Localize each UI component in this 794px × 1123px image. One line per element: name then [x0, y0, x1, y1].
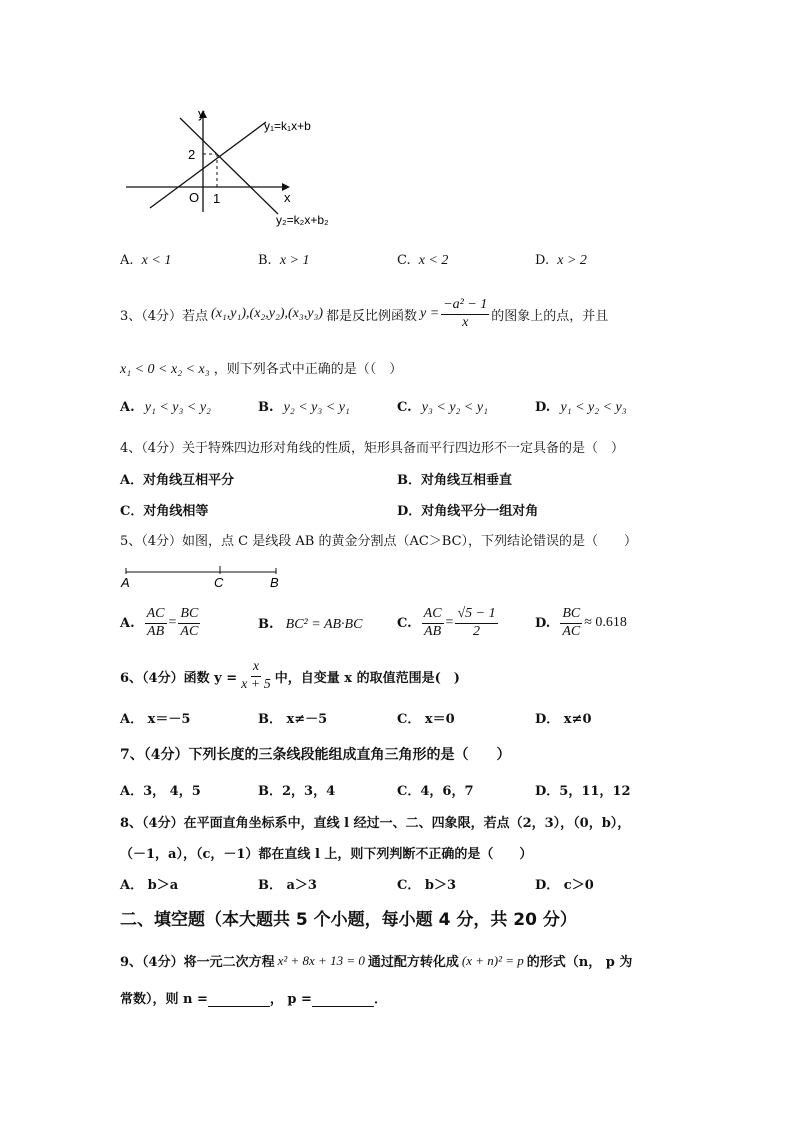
q8-option-a[interactable]: A． b＞a: [120, 878, 179, 893]
option-math: BC² = AB·BC: [285, 617, 363, 632]
q8-stem-line1: 8、（4分）在平面直角坐标系中，直线 l 经过一、二、四象限，若点（2，3），（0，b），: [120, 816, 631, 831]
fraction-ac-ab: [145, 607, 167, 639]
linear-functions-graph: [118, 102, 348, 232]
q9-line2-a: 常数），则 n =: [120, 992, 208, 1007]
numerator: AC: [145, 607, 167, 624]
q9-equation: x² + 8x + 13 = 0: [277, 952, 365, 968]
q5-option-b[interactable]: [258, 617, 362, 633]
numerator: BC: [560, 607, 582, 624]
numerator: BC: [178, 607, 200, 624]
option-math: x < 2: [418, 253, 449, 268]
q3-points: (x₁,y₁),(x₂,y₂),(x₃,y₃): [211, 306, 324, 322]
denominator: x + 5: [241, 676, 271, 692]
q9-mid: 通过配方转化成: [367, 955, 459, 970]
q7-option-d[interactable]: D．5，11，12: [535, 784, 631, 799]
q9-stem: [120, 951, 632, 970]
option-letter: C.: [397, 615, 412, 631]
q4-option-c[interactable]: C．对角线相等: [120, 504, 209, 519]
fraction-ac-ab: [422, 607, 444, 639]
option-letter: A.: [120, 615, 135, 631]
q5-option-c[interactable]: [397, 607, 500, 639]
numerator: x: [251, 660, 261, 677]
q2-option-a[interactable]: [120, 253, 171, 269]
q4-stem: 4、（4分）关于特殊四边形对角线的性质，矩形具备而平行四边形不一定具备的是（ ）: [120, 441, 625, 456]
fraction-sqrt5-minus-1-over-2: [455, 607, 497, 639]
x-tick-label: 1: [213, 191, 221, 206]
q2-option-b[interactable]: [258, 253, 310, 269]
q8-option-d[interactable]: D． c＞0: [535, 878, 594, 893]
option-letter: D.: [535, 615, 551, 631]
option-letter: B.: [258, 617, 274, 632]
q4-option-b[interactable]: B．对角线互相垂直: [397, 473, 512, 488]
q3-stem: [120, 298, 608, 330]
option-math: x < 1: [141, 253, 172, 268]
numerator: √5 − 1: [455, 607, 497, 624]
denominator: AC: [180, 623, 199, 639]
q3-prefix: 3、（4分）若点: [120, 308, 209, 324]
option-math: y₁ < y₂ < y₃: [560, 400, 627, 415]
fraction-bc-ac: [178, 607, 200, 639]
q3-option-d[interactable]: [535, 400, 627, 416]
section-heading-fill-in: 二、填空题（本大题共 5 个小题，每小题 4 分，共 20 分）: [120, 910, 577, 930]
option-letter: A.: [120, 253, 134, 268]
equals-sign: =: [168, 615, 177, 631]
option-math: y₃ < y₂ < y₁: [421, 400, 488, 415]
option-letter: C.: [397, 400, 412, 415]
q3-stem-line2: [120, 358, 402, 378]
q3-question: ，则下列各式中正确的是（（ ）: [213, 362, 403, 377]
q3-func-fraction: [441, 298, 489, 330]
q6-option-c[interactable]: C． x＝0: [397, 712, 455, 727]
q9-line2-c: ．: [373, 992, 387, 1007]
q5-option-a[interactable]: [120, 607, 202, 639]
q9-line2-b: ， p =: [269, 992, 312, 1007]
q6-fraction: [239, 660, 273, 692]
q3-option-c[interactable]: [397, 400, 488, 416]
q3-condition: x₁ < 0 < x₂ < x₃: [120, 362, 210, 377]
y-tick-label: 2: [188, 147, 196, 162]
point-b-label: B: [270, 575, 279, 590]
q3-option-a[interactable]: [120, 400, 211, 416]
q2-option-c[interactable]: [397, 253, 448, 269]
q7-option-b[interactable]: B．2，3，4: [258, 784, 336, 799]
q9-answer-line: [120, 988, 387, 1007]
q4-option-a[interactable]: A．对角线互相平分: [120, 473, 235, 488]
denominator: 2: [473, 623, 481, 639]
q6-option-b[interactable]: B． x≠－5: [258, 712, 328, 727]
option-math: x > 1: [279, 253, 310, 268]
q3-option-b[interactable]: [258, 400, 350, 416]
q7-option-c[interactable]: C．4，6，7: [397, 784, 474, 799]
denominator: AB: [147, 623, 165, 639]
q6-tail: 中，自变量 x 的取值范围是( ): [274, 670, 460, 686]
answer-blank-p[interactable]: [312, 994, 374, 1007]
denominator: AC: [562, 623, 581, 639]
q3-func-denominator: x: [462, 314, 469, 330]
point-a-label: A: [121, 575, 130, 590]
point-c-label: C: [214, 575, 224, 590]
option-math: y₁ < y₃ < y₂: [144, 400, 211, 415]
option-letter: D.: [535, 400, 551, 415]
line2-label: y₂=k₂x+b₂: [276, 213, 329, 227]
origin-label: O: [189, 190, 200, 205]
q3-func-lhs: y =: [420, 306, 440, 322]
q6-stem: [120, 660, 460, 692]
denominator: AB: [424, 623, 442, 639]
equals-sign: =: [445, 615, 454, 631]
q8-option-b[interactable]: B． a＞3: [258, 878, 317, 893]
q9-prefix: 9、（4分）将一元二次方程: [120, 955, 275, 970]
line1-label: y₁=k₁x+b: [264, 119, 311, 133]
option-letter: C.: [397, 253, 411, 268]
option-letter: D.: [535, 253, 550, 268]
q7-stem: 7、（4分）下列长度的三条线段能组成直角三角形的是（ ）: [120, 747, 511, 763]
x-axis-label: x: [284, 190, 291, 205]
line-y1: [150, 122, 266, 208]
q8-option-c[interactable]: C． b＞3: [397, 878, 457, 893]
q5-stem: 5、（4分）如图，点 C 是线段 AB 的黄金分割点（AC＞BC），下列结论错误的是（ ）: [120, 534, 638, 549]
y-axis-label: y: [198, 106, 205, 121]
q8-stem-line2: （－1，a），（c，－1）都在直线 l 上，则下列判断不正确的是（ ）: [120, 847, 533, 862]
q3-mid: 都是反比例函数: [326, 308, 418, 324]
q6-option-a[interactable]: A． x＝－5: [120, 712, 191, 727]
q3-func-numerator: −a² − 1: [441, 298, 489, 315]
q4-option-d[interactable]: D．对角线平分一组对角: [397, 504, 539, 519]
option-math: y₂ < y₃ < y₁: [283, 400, 350, 415]
option-letter: A.: [120, 400, 135, 415]
fraction-bc-ac: [560, 607, 582, 639]
q6-prefix: 6、（4分）函数 y =: [120, 670, 238, 686]
q6-option-d[interactable]: D． x≠0: [535, 712, 592, 727]
answer-blank-n[interactable]: [208, 994, 270, 1007]
q2-option-d[interactable]: [535, 253, 587, 269]
q9-form: (x + n)² = p: [461, 952, 524, 968]
option-math: x > 2: [557, 253, 587, 268]
q9-tail: 的形式（n， p 为: [526, 955, 633, 970]
q5-option-d[interactable]: [535, 607, 627, 639]
segment-ab-figure: [118, 562, 288, 590]
option-letter: B.: [258, 400, 274, 415]
q7-option-a[interactable]: A．3， 4，5: [120, 784, 201, 799]
numerator: AC: [422, 607, 444, 624]
q3-tail: 的图象上的点，并且: [491, 308, 609, 324]
option-letter: B.: [258, 253, 272, 268]
approx-value: ≈ 0.618: [584, 615, 627, 631]
